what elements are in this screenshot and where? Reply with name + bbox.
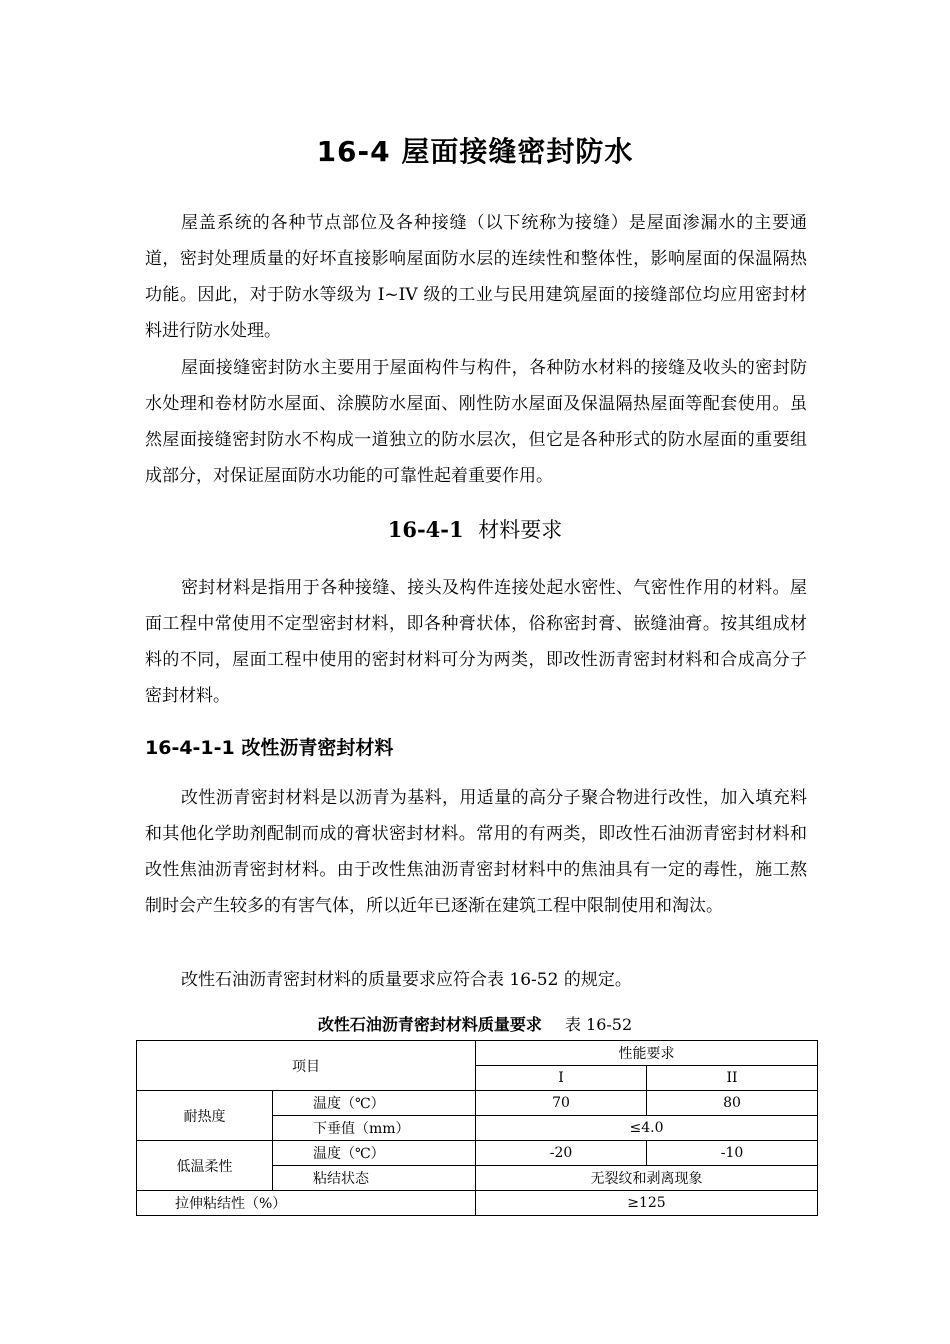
table-caption — [0, 1012, 950, 1035]
quality-requirements-table — [136, 1040, 818, 1216]
tensile-bond-label: 拉伸粘结性（%） — [137, 1191, 476, 1216]
heat-temperature-grade-1: 70 — [476, 1091, 647, 1116]
heat-sag-label: 下垂值（mm） — [273, 1116, 476, 1141]
table-caption-number: 表 16-52 — [564, 1015, 633, 1034]
header-performance: 性能要求 — [476, 1041, 818, 1066]
header-grade-1: I — [476, 1066, 647, 1091]
heat-temperature-grade-2: 80 — [647, 1091, 818, 1116]
row-heat-resistance: 耐热度 — [137, 1091, 273, 1141]
section-number: 16-4-1 — [387, 517, 464, 542]
cold-temperature-label: 温度（℃） — [273, 1141, 476, 1166]
section-heading — [0, 514, 950, 544]
header-item: 项目 — [137, 1041, 476, 1091]
page-title: 16-4 屋面接缝密封防水 — [316, 135, 634, 168]
heat-temperature-label: 温度（℃） — [273, 1091, 476, 1116]
intro-paragraph-1: 屋盖系统的各种节点部位及各种接缝（以下统称为接缝）是屋面渗漏水的主要通道，密封处理质量的好坏直接影响屋面防水层的连续性和整体性，影响屋面的保温隔热功能。因此，对于防水等级为 I~IV 级的工业与民用建筑屋面的接缝部位均应用密封材料进行防水处理。 — [145, 213, 807, 341]
cold-bond-value: 无裂纹和剥离现象 — [476, 1166, 818, 1191]
subsection-paragraph-1: 改性沥青密封材料是以沥青为基料，用适量的高分子聚合物进行改性，加入填充料和其他化学助剂配制而成的膏状密封材料。常用的有两类，即改性石油沥青密封材料和改性焦油沥青密封材料。由于改性焦油沥青密封材料中的焦油具有一定的毒性，施工熬制时会产生较多的有害气体，所以近年已逐渐在建筑工程中限制使用和淘汰。 — [145, 788, 807, 916]
table-row — [137, 1141, 818, 1166]
cold-temperature-grade-2: -10 — [647, 1141, 818, 1166]
subsection-heading: 16-4-1-1 改性沥青密封材料 — [145, 737, 394, 759]
cold-bond-label: 粘结状态 — [273, 1166, 476, 1191]
cold-temperature-grade-1: -20 — [476, 1141, 647, 1166]
section-title: 材料要求 — [478, 518, 563, 542]
subsection-paragraph-2: 改性石油沥青密封材料的质量要求应符合表 16-52 的规定。 — [181, 970, 632, 990]
table-row — [137, 1191, 818, 1216]
intro-paragraph-2: 屋面接缝密封防水主要用于屋面构件与构件，各种防水材料的接缝及收头的密封防水处理和卷材防水屋面、涂膜防水屋面、刚性防水屋面及保温隔热屋面等配套使用。虽然屋面接缝密封防水不构成一道独立的防水层次，但它是各种形式的防水屋面的重要组成部分，对保证屋面防水功能的可靠性起着重要作用。 — [145, 358, 807, 486]
header-grade-2: II — [647, 1066, 818, 1091]
row-low-temp-flexibility: 低温柔性 — [137, 1141, 273, 1191]
section-paragraph: 密封材料是指用于各种接缝、接头及构件连接处起水密性、气密性作用的材料。屋面工程中常使用不定型密封材料，即各种膏状体，俗称密封膏、嵌缝油膏。按其组成材料的不同，屋面工程中使用的密封材料可分为两类，即改性沥青密封材料和合成高分子密封材料。 — [145, 578, 807, 706]
heat-sag-value: ≤4.0 — [476, 1116, 818, 1141]
table-header-row — [137, 1041, 818, 1066]
table-caption-title: 改性石油沥青密封材料质量要求 — [317, 1015, 542, 1034]
table-row — [137, 1091, 818, 1116]
tensile-bond-value: ≥125 — [476, 1191, 818, 1216]
